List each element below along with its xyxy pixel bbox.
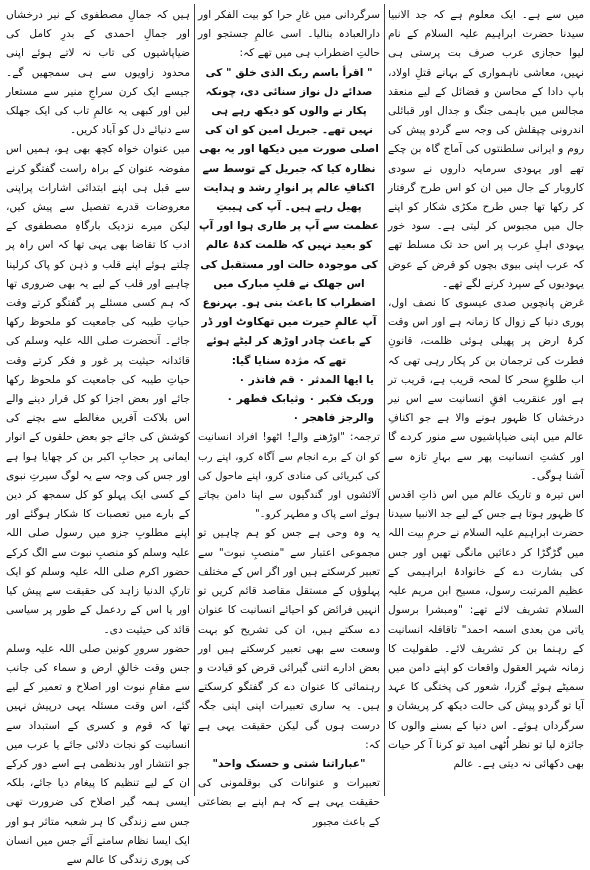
verse-line: وربک فکبر ۰ وثیابک فطھر ۰ xyxy=(226,393,374,406)
paragraph: اس تیرہ و تاریک عالم میں اس ذاتِ اقدس کا ظہور ہوتا ہے جس کے لیے جد الانبیا سیدنا حضرت ابراہیم علیہ السلام نے حرمِ بیت اللہ میں گڑگڑا کر دعائیں مانگی تھیں اور جس کی بشارت دے کے خانوادۂ ابراہیمی کے عظیم المرتبت رسول، مسیح ابن مریم علیہ السلام تشریف لائے تھے: "ومبشرا برسول یاتی من بعدی اسمہ احمد" تاقافلہ انسانیت کے رہنما بن کر تشریف لائے۔ طفولیت کا زمانہ شہر العقول واقعات کو اپنے دامن میں سمیٹے ہوئے گزرا، شعور کی پختگی کا عہد آیا تو گردو پیش کی حالت دیکھ کر پریشان و سرگرداں ہوئے۔ اس دنیا کے بسنے والوں کا جائزہ لیا تو نظر اُٹھی امید تو کرنا آ کر حیات بھی دکھائی نہ دیتی ہے۔ عالم xyxy=(388,489,584,770)
arabic-quote: "عباراتنا شتی و حسنک واحد" xyxy=(212,757,366,770)
column-left xyxy=(6,6,190,866)
paragraph: میں عنوان خواہ کچھ بھی ہو، ہمیں اس مفوضہ عنوان کے براہ راست گفتگو کرنے سے قبل ہی اپنے ابتدائی اشارات پراپنی معروضات قدرے تفصیل سے پیش کیں، لیکن میرے نزدیک بارگاہِ مصطفوی کے ادب کا تقاضا بھی یہی تھا کہ اس راہ پر چلتے ہوئے اپنے قلب و ذہن کو پاک کرلینا چاہیے اور قلب کے لیے یہ بھی ضروری تھا کہ ہم کسی مسئلے پر گفتگو کرتے وقت حیاتِ طیبہ کی جامعیت کو ملحوظ رکھا جائے۔ آنحضرت صلی اللہ علیہ وسلم کی قائدانہ حیثیت پر غور و فکر کرتے وقت حیاتِ طیبہ کی جامعیت کو ملحوظ رکھا جائے اور بعض اجزا کو کل قرار دینے والے اس بلاکت آفریں مغالطے سے بچنے کی کوشش کی جائے جو بعض حلقوں کے انوار ایمانی پر حجابِ اکبر بن کر چھایا ہوا ہے اور جس کی وجہ سے یہ لوگ سیرتِ نبوی کے کسی ایک پہلو کو کل سمجھ کر دین کے بارے میں تعصبات کا شکار ہوگئے اور اپنے مطلوبِ جزو میں رسول صلی اللہ علیہ وسلم کو منصبِ نبوت سے الگ کرکے حضور اکرم صلی اللہ علیہ وسلم کو ایک تارکِ الدنیا زاہد کی حقیقت سے پیش کیا اور یا اس کے ردعمل کے طور پر سیاسی قائد کی حیثیت دی۔ xyxy=(6,143,190,636)
column-right xyxy=(388,6,584,796)
verse-line: والرجز فاھجر ۰ xyxy=(292,412,374,425)
column-divider xyxy=(384,4,385,796)
verse-line: یا ایھا المدثر ۰ قم فانذر ۰ xyxy=(238,373,374,386)
column-middle xyxy=(198,6,380,828)
paragraph: یہ وہ وحی ہے جس کو ہم چاہیں تو مجموعی اعتبار سے "منصبِ نبوت" سے تعبیر کرسکتے ہیں اور اگر اس کے مختلف پہلوؤں کے مستقل مقاصد قائم کریں تو انہیں فرائض کو احیائے انسانیت کا عنوان دے سکتے ہیں، ان کی تشریح کو بہت وسعت سے بھی تعبیر کرسکتے ہیں اور بعض ادارے اتنی گیرائی قرض کو قیادت و رہنمائی کا عنوان دے کر گفتگو کرسکتے ہیں۔ یہ ساری تعبیرات اپنی اپنی جگہ درست ہوں گی لیکن حقیقت یہی ہے کہ: xyxy=(198,527,380,751)
paragraph: حضور سرورِ کونین صلی اللہ علیہ وسلم جس وقت خالقِ ارض و سماء کی جانب سے مقامِ نبوت اور اصلاح و تعمیر کے لیے گئے، اس وقت مسئلہ یہی درپیش نہیں تھا کہ قوم و کسری کے استبداد سے انسانیت کو نجات دلائی جائے یا عرب میں جو انتشار اور بدنظمی ہے اسے دور کرکے ان کے لیے تنظیم کا پیغام دیا جائے، بلکہ ایسی ہمہ گیر اصلاح کی ضرورت تھی جس سے زندگی کا ہر شعبہ متاثر ہو اور ایک ایسا نظام سامنے آئے جس میں انسان کی پوری زندگی کا عالم سے xyxy=(6,642,190,866)
paragraph: میں سے ہے۔ ایک معلوم ہے کہ جد الانبیا سیدنا حضرت ابراہیم علیہ السلام کے نام لیوا حجازی عرب صرف بت پرستی ہی نہیں، معاشی ناہمواری کے بہانے قتلِ اولاد، باپ دادا کے محاسن و فضائل کے لیے منعقد مجالس میں باہمی جنگ و جدال اور قبائلی اندرونی چپقلش کی وجہ سے گردو پیش کی روم و ایرانی سلطنتوں کی آماج گاہ بن چکے تھے اور یہودی سرمایہ داروں نے سودی کاروبار کے جال میں ان کو اس طرح گرفتار کر رکھا تھا جس طرح مکڑی شکار کو اپنے جال میں مجبوس کر لیتی ہے۔ سود خور یہودی اہلِ عرب پر اس حد تک مسلط تھے کہ عرب اپنی بیوی بچوں کو قرض کے عوض یہودیوں کے سپرد کرنے لگے تھے۔ xyxy=(388,9,584,290)
column-divider xyxy=(194,4,195,796)
paragraph: سرگردانی میں غارِ حرا کو بیت الفکر اور دارالعبادہ بنالیا۔ اسی عالمِ جستجو اور حالتِ اضطراب ہی میں تھے کہ: xyxy=(198,9,380,60)
paragraph: تعبیرات و عنوانات کی بوقلمونی کی حقیقت یہی ہے کہ ہم اپنے بے بضاعتی کے باعث مجبور xyxy=(198,777,380,828)
paragraph: غرض پانچویں صدی عیسوی کا نصف اول، پوری دنیا کے زوال کا زمانہ ہے اور اس وقت کرۂ ارض پر پھیلی ہوئی ظلمت، قانونِ فطرت کی ترجمان بن کر پکار رہی تھی کہ اب طلوعِ سحر کا لمحہ قریب ہے، قریب تر ہے اور عنقریب افقِ انسانیت سے اس نیر درخشاں کا ظہور ہونے والا ہے جو اکنافِ عالم میں اپنی ضیاپاشیوں سے منور کردے گا اور کشتِ انسانیت پھر سے بہارِ تازہ سے آشنا ہوگی۔ xyxy=(388,297,584,482)
quranic-quote: " اقرأ باسم ربک الذی خلق " کی صدائے دل نواز سنائی دی، چونکہ پکار نے والوں کو دیکھ رہے ہی نہیں تھے۔ جبریل امین کو ان کی اصلی صورت میں دیکھا اور یہ بھی نظارہ کیا کہ جبریل کے توسط سے اکنافِ عالم پر انوارِ رشد و ہدایت پھیل رہے ہیں۔ آپ کی ہیبتِ عظمت سے آپ پر طاری ہوا اور آپ کو بعید نہیں کہ ظلمت کدۂ عالم کی موجودہ حالت اور مستقبل کی اس جھلک نے قلبِ مبارک میں اضطراب کا باعث بنی ہو۔ بہرنوع آپ عالمِ حیرت میں تھکاوٹ اور ڈر کے باعث چادر اوڑھ کر لیٹے ہوئے تھے کہ مژدہ سنایا گیا: xyxy=(199,66,379,367)
paragraph: ہیں کہ جمالِ مصطفوی کے نیر درخشاں اور جمالِ احمدی کے بدرِ کامل کی ضیاپاشیوں کی تاب نہ لاتے ہوئے اپنی محدود زاویوں سے ہی سمجھیں گے۔ جیسے ایک کرن سراجِ منیر سے مستعار لیں اور کبھی یہ عالمِ تاب کی ایک جھلک سے دنیائے دل کو آباد کریں۔ xyxy=(6,9,190,137)
translation-paragraph: ترجمہ: "اوڑھنے والے! اٹھو! افراد انسانیت کو ان کے برے انجام سے آگاہ کرو، اپنے رب کی کبریائی کی منادی کرو، اپنے ماحول کی آلائشوں اور گندگیوں سے اپنا دامن بچاتے ہوئے اسے پاک و مطہر کرو۔" xyxy=(198,432,380,521)
